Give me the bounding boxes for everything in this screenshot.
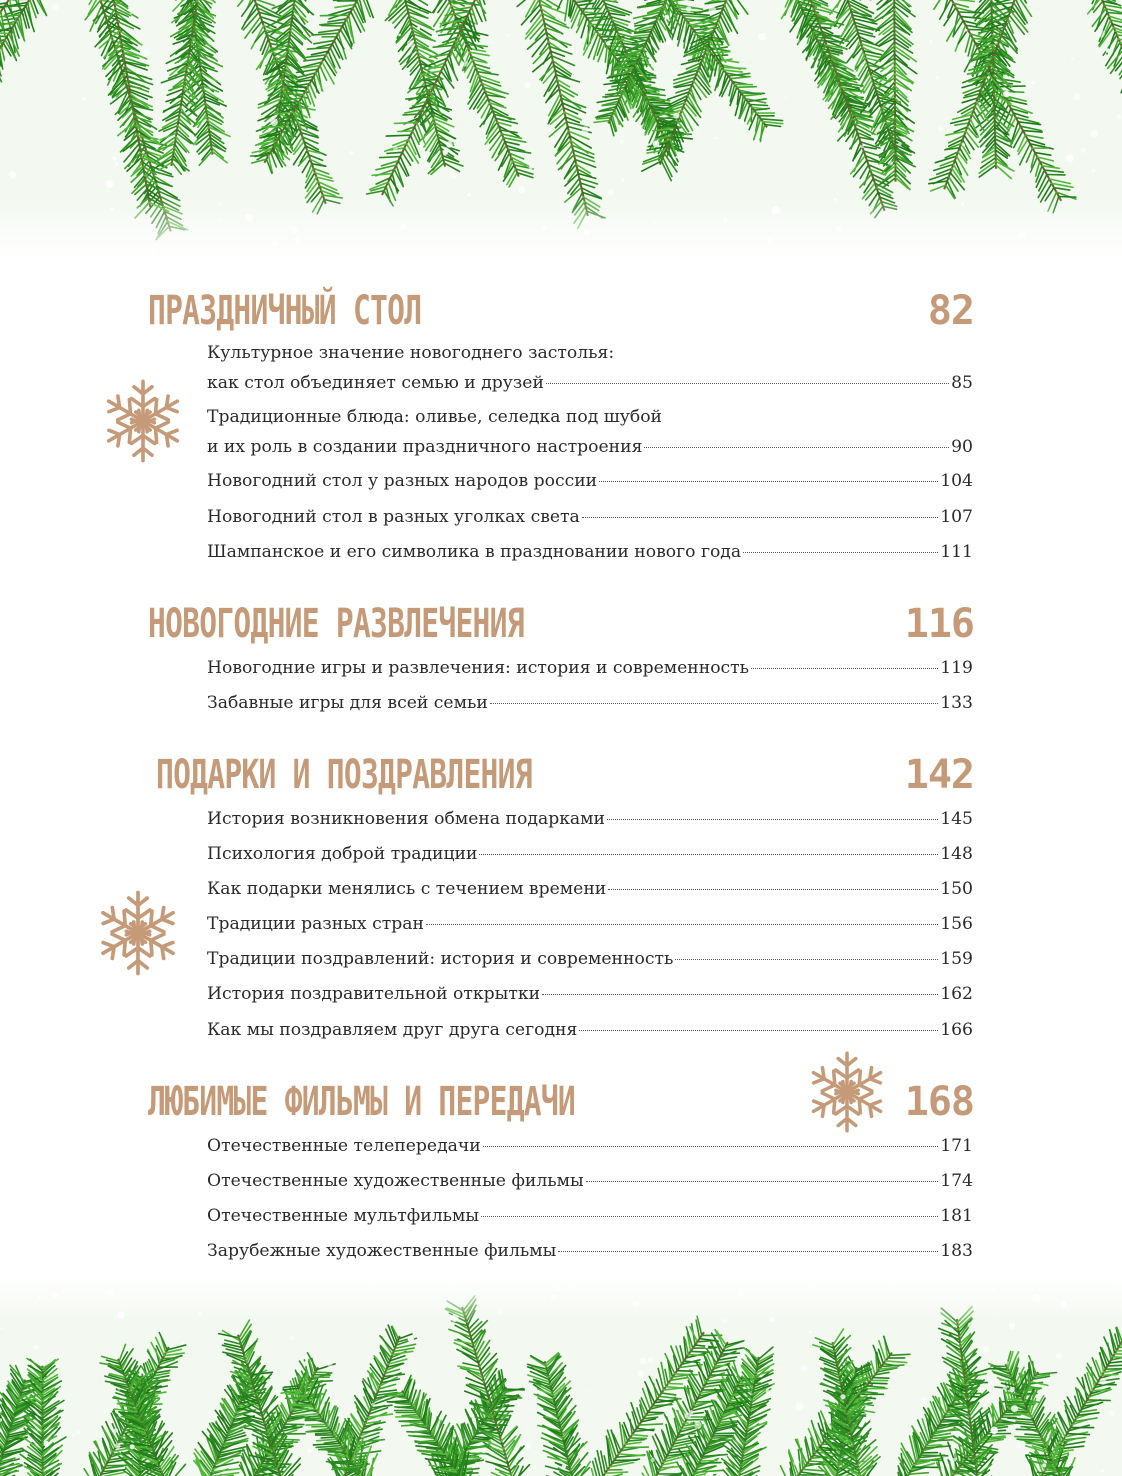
entry-page-number: 159 (940, 949, 973, 969)
dot-leader (644, 447, 949, 448)
dot-leader (582, 517, 938, 518)
toc-entry[interactable] (207, 541, 973, 563)
toc-entry[interactable] (207, 1019, 973, 1041)
toc-entry[interactable] (207, 406, 973, 458)
section-page-number: 116 (904, 601, 974, 647)
toc-entry[interactable] (207, 843, 973, 865)
entry-page-number: 171 (940, 1136, 973, 1156)
dot-leader (751, 668, 938, 669)
dot-leader (426, 924, 938, 925)
entry-text: История поздравительной открытки (207, 984, 541, 1004)
entry-text: Отечественные мультфильмы (207, 1206, 480, 1226)
entry-text-line2: и их роль в создании праздничного настроения (207, 437, 643, 457)
entry-text: Психология доброй традиции (207, 844, 478, 864)
toc-entry[interactable] (207, 808, 973, 830)
entry-text: Традиции разных стран (207, 914, 424, 934)
dot-leader (579, 1030, 938, 1031)
entry-page-number: 104 (940, 471, 973, 491)
dot-leader (479, 854, 938, 855)
entry-page-number: 166 (940, 1020, 973, 1040)
section-title: ПОДАРКИ И ПОЗДРАВЛЕНИЯ (156, 752, 532, 798)
entry-text: История возникновения обмена подарками (207, 809, 606, 829)
section-page-number: 142 (904, 752, 974, 798)
entry-text: Новогодний стол у разных народов россии (207, 471, 598, 491)
toc-entry[interactable] (207, 342, 973, 394)
toc-entry[interactable] (207, 913, 973, 935)
entry-page-number: 148 (940, 844, 973, 864)
section-page-number: 168 (904, 1079, 974, 1125)
dot-leader (607, 819, 938, 820)
dot-leader (490, 703, 938, 704)
entry-page-number: 133 (940, 693, 973, 713)
entry-text: Забавные игры для всей семьи (207, 693, 488, 713)
toc-entry[interactable] (207, 470, 973, 492)
entry-page-number: 145 (940, 809, 973, 829)
toc-entry[interactable] (207, 1135, 973, 1157)
entry-page-number: 150 (940, 879, 973, 899)
dot-leader (675, 959, 938, 960)
section-title: ПРАЗДНИЧНЫЙ СТОЛ (148, 288, 422, 334)
entry-text: Новогодний стол в разных уголках света (207, 507, 580, 527)
entry-page-number: 119 (940, 658, 973, 678)
entry-text-line1: Культурное значение новогоднего застолья: (207, 343, 615, 363)
dot-leader (599, 481, 938, 482)
entry-page-number: 156 (940, 914, 973, 934)
dot-leader (481, 1216, 938, 1217)
toc-entry[interactable] (207, 1170, 973, 1192)
entry-page-number: 162 (940, 984, 973, 1004)
entry-text: Традиции поздравлений: история и современность (207, 949, 674, 969)
entry-page-number: 174 (940, 1171, 973, 1191)
section-page-number: 82 (927, 288, 974, 334)
toc-entry[interactable] (207, 983, 973, 1005)
dot-leader (743, 552, 938, 553)
entry-text-line2: как стол объединяет семью и друзей (207, 373, 544, 393)
entry-text: Зарубежные художественные фильмы (207, 1241, 557, 1261)
entry-page-number: 85 (951, 373, 973, 393)
section-title: ЛЮБИМЫЕ ФИЛЬМЫ И ПЕРЕДАЧИ (148, 1079, 576, 1125)
toc-entry[interactable] (207, 1240, 973, 1262)
toc-entry[interactable] (207, 948, 973, 970)
entry-page-number: 183 (940, 1241, 973, 1261)
toc-entry[interactable] (207, 657, 973, 679)
entry-text: Новогодние игры и развлечения: история и современность (207, 658, 750, 678)
dot-leader (546, 383, 949, 384)
dot-leader (483, 1146, 938, 1147)
dot-leader (558, 1251, 938, 1252)
entry-page-number: 107 (940, 507, 973, 527)
entry-text: Отечественные телепередачи (207, 1136, 481, 1156)
entry-text: Шампанское и его символика в праздновании нового года (207, 542, 742, 562)
toc-entry[interactable] (207, 506, 973, 528)
toc-entry[interactable] (207, 878, 973, 900)
entry-text: Как мы поздравляем друг друга сегодня (207, 1020, 578, 1040)
entry-text-line1: Традиционные блюда: оливье, селедка под шубой (207, 407, 663, 427)
entry-page-number: 90 (951, 437, 973, 457)
entry-page-number: 111 (940, 542, 973, 562)
entry-text: Отечественные художественные фильмы (207, 1171, 584, 1191)
entry-text: Как подарки менялись с течением времени (207, 879, 607, 899)
dot-leader (542, 994, 938, 995)
dot-leader (586, 1181, 939, 1182)
section-title: НОВОГОДНИЕ РАЗВЛЕЧЕНИЯ (148, 601, 524, 647)
toc-entry[interactable] (207, 1205, 973, 1227)
entry-page-number: 181 (940, 1206, 973, 1226)
toc-entry[interactable] (207, 692, 973, 714)
dot-leader (608, 889, 938, 890)
